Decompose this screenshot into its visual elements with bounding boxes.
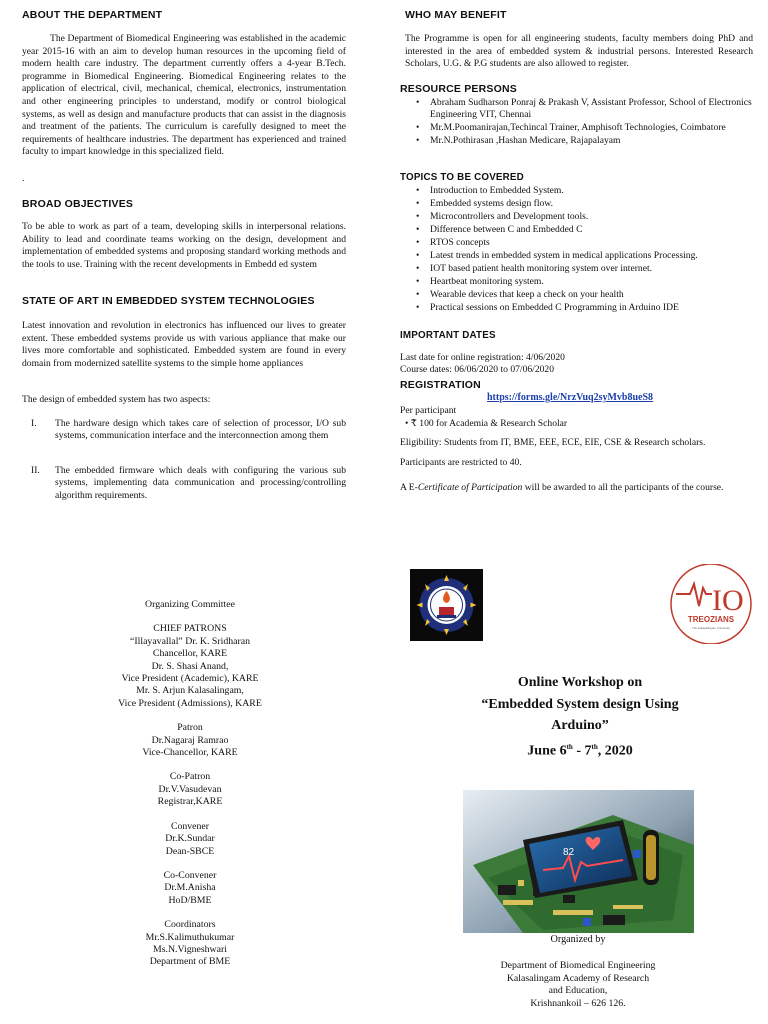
committee-line: Vice President (Admissions), KARE (118, 697, 262, 709)
about-body: The Department of Biomedical Engineering was established in the academic year 2015-16 with an aim to develop human resources in the upcoming field of modern health care industry. The department currently offers a 4-year B.Tech. programme in Biomedical Engineering. Biomedical Engineering relates to the application of electrical, civil, mechanical, chemical, electronics, instrumentation and other engineering principles to understand, modify or control biological systems, as well as design and manufacture products that can assist in the diagnosis and treatment of the patients. The curriculum is carefully designed to meet the requirements of healthcare industries. The department has experienced and trained faculty to impart knowledge in this specialized field. (22, 33, 346, 158)
university-seal-logo (410, 569, 483, 641)
organized-by-label: Organized by (550, 934, 606, 945)
committee-group (20, 821, 360, 858)
fee-item (405, 418, 567, 431)
per-participant-label: Per participant (400, 405, 457, 416)
committee-line: Chancellor, KARE (152, 648, 228, 660)
benefit-heading: WHO MAY BENEFIT (405, 9, 507, 21)
bullet-icon: • (405, 418, 411, 429)
committee-line: Co-Convener (163, 869, 217, 881)
about-heading: ABOUT THE DEPARTMENT (22, 9, 163, 21)
committee-group (20, 771, 360, 808)
state-of-art-body: Latest innovation and revolution in electronics has influenced our lives to greater extent. These embedded systems provide us with various appliance that make our lives more comfortable and sophisticated. Embedded system are found in every domain from modernized satellite systems to the simple home appliances (22, 320, 346, 369)
committee-group (20, 623, 360, 710)
organizer-institution: Kalasalingam Academy of Research and Education, (506, 972, 650, 997)
fee-text: ₹ 100 for Academia & Research Scholar (410, 418, 568, 429)
committee-group (20, 919, 360, 969)
organizer-block (478, 934, 678, 1010)
topics-list (400, 184, 768, 314)
workshop-date: June 6th - 7th, 2020 (527, 742, 633, 759)
logo-tagline: The Kalasalingam University (691, 626, 731, 630)
certificate-text (400, 482, 751, 495)
list-item: • Heartbeat monitoring system. (430, 275, 768, 288)
bio-treozians-logo (668, 564, 754, 644)
aspect-item (22, 418, 346, 443)
arduino-board-photo (463, 790, 694, 933)
aspect-text: The embedded firmware which deals with configuring the various sub systems, implementing data communication and processing/controlling algorithm requirements. (55, 465, 346, 501)
resource-persons-list (400, 97, 754, 148)
organizer-department: Department of Biomedical Engineering (500, 960, 656, 972)
list-item: • Difference between C and Embedded C (430, 223, 768, 236)
list-item: • Abraham Sudharson Ponraj & Prakash V, Assistant Professor, School of Electronics Engineering VIT, Chennai (430, 97, 754, 121)
list-item: • Embedded systems design flow. (430, 197, 768, 210)
organizing-committee (20, 599, 360, 969)
workshop-line1: Online Workshop on (517, 675, 643, 690)
committee-line: Dr.M.Anisha (164, 882, 216, 894)
logo-text-main: IO (712, 584, 744, 617)
committee-line: Co-Patron (169, 771, 211, 783)
resource-persons-heading: RESOURCE PERSONS (400, 83, 517, 95)
board-screen-reading: 82 (563, 847, 575, 858)
committee-line: Convener (170, 820, 210, 832)
eligibility-text: Eligibility: Students from IT, BME, EEE, ECE, EIE, CSE & Research scholars. (400, 437, 706, 448)
registration-link[interactable]: https://forms.gle/NrzVuq2syMvb8ueS8 (487, 392, 654, 403)
workshop-line3: Arduino” (551, 718, 609, 733)
dates-heading: IMPORTANT DATES (400, 330, 496, 341)
committee-line: CHIEF PATRONS (153, 623, 227, 635)
aspect-number: II. (31, 465, 40, 476)
list-item: • IOT based patient health monitoring system over internet. (430, 262, 768, 275)
course-dates: Course dates: 06/06/2020 to 07/06/2020 (400, 364, 555, 375)
objectives-heading: BROAD OBJECTIVES (22, 198, 134, 210)
committee-line: Vice-Chancellor, KARE (142, 747, 238, 759)
committee-line: Dr.Nagaraj Ramrao (151, 734, 229, 746)
committee-group (20, 722, 360, 759)
committee-line: Dr. S. Shasi Anand, (151, 660, 229, 672)
committee-line: Coordinators (164, 919, 216, 931)
committee-group (20, 870, 360, 907)
committee-line: Dean-SBCE (165, 845, 215, 857)
organizer-place: Krishnankoil – 626 126. (530, 997, 626, 1009)
list-item: • RTOS concepts (430, 236, 768, 249)
committee-line: HoD/BME (168, 894, 212, 906)
list-item: • Mr.N.Pothirasan ,Hashan Medicare, Rajapalayam (430, 135, 754, 147)
list-item: • Microcontrollers and Development tools. (430, 210, 768, 223)
state-of-art-heading: STATE OF ART IN EMBEDDED SYSTEM TECHNOLOGIES (22, 295, 315, 307)
workshop-line2: “Embedded System design Using (481, 696, 679, 712)
topics-heading: TOPICS TO BE COVERED (400, 172, 524, 183)
committee-line: Registrar,KARE (157, 796, 223, 808)
list-item: • Mr.M.Poomanirajan,Techincal Trainer, Amphisoft Technologies, Coimbatore (430, 122, 754, 134)
certificate-suffix: will be awarded to all the participants of the course. (522, 482, 724, 493)
registration-heading: REGISTRATION (400, 379, 481, 391)
committee-line: Mr. S. Arjun Kalasalingam, (136, 685, 244, 697)
committee-line: Dr.K.Sundar (165, 833, 215, 845)
logo-text-sub: TREOZIANS (687, 615, 735, 624)
objectives-body: To be able to work as part of a team, developing skills in interpersonal relations. Ability to lead and coordinate teams working on the design, development and implementation of embedded systems and proposing standard working methods and the tools to use. Training with the recent developments in Embedd ed system (22, 221, 346, 270)
list-item: • Wearable devices that keep a check on your health (430, 288, 768, 301)
committee-heading: Organizing Committee (145, 599, 235, 610)
workshop-title (420, 672, 740, 762)
registration-last-date: Last date for online registration: 4/06/2020 (400, 352, 565, 363)
aspect-item (22, 465, 346, 502)
about-trailing-dot: . (22, 173, 25, 184)
aspect-number: I. (31, 418, 37, 429)
certificate-italic: Certificate of Participation (417, 482, 523, 493)
list-item: • Introduction to Embedded System. (430, 184, 768, 197)
list-item: • Practical sessions on Embedded C Programming in Arduino IDE (430, 301, 768, 314)
committee-line: Department of BME (149, 956, 231, 968)
list-item: • Latest trends in embedded system in medical applications Processing. (430, 249, 768, 262)
committee-line: Dr.V.Vasudevan (158, 783, 222, 795)
benefit-body: The Programme is open for all engineering students, faculty members doing PhD and interested in the area of embedded system & industrial persons. Interested Research Scholars, U.G. & P.G students are also allowed to register. (405, 33, 753, 70)
committee-line: Vice President (Academic), KARE (121, 673, 259, 685)
committee-line: Patron (177, 722, 203, 734)
aspects-intro: The design of embedded system has two aspects: (22, 394, 211, 405)
aspect-text: The hardware design which takes care of selection of processor, I/O sub systems, communication interface and the interconnection among them (55, 418, 346, 442)
certificate-prefix: A E- (400, 482, 418, 493)
committee-line: Ms.N.Vigneshwari (153, 943, 227, 955)
committee-line: “Illayavallal” Dr. K. Sridharan (130, 635, 250, 647)
restriction-text: Participants are restricted to 40. (400, 457, 522, 468)
committee-groups (20, 623, 360, 968)
committee-line: Mr.S.Kalimuthukumar (145, 931, 235, 943)
